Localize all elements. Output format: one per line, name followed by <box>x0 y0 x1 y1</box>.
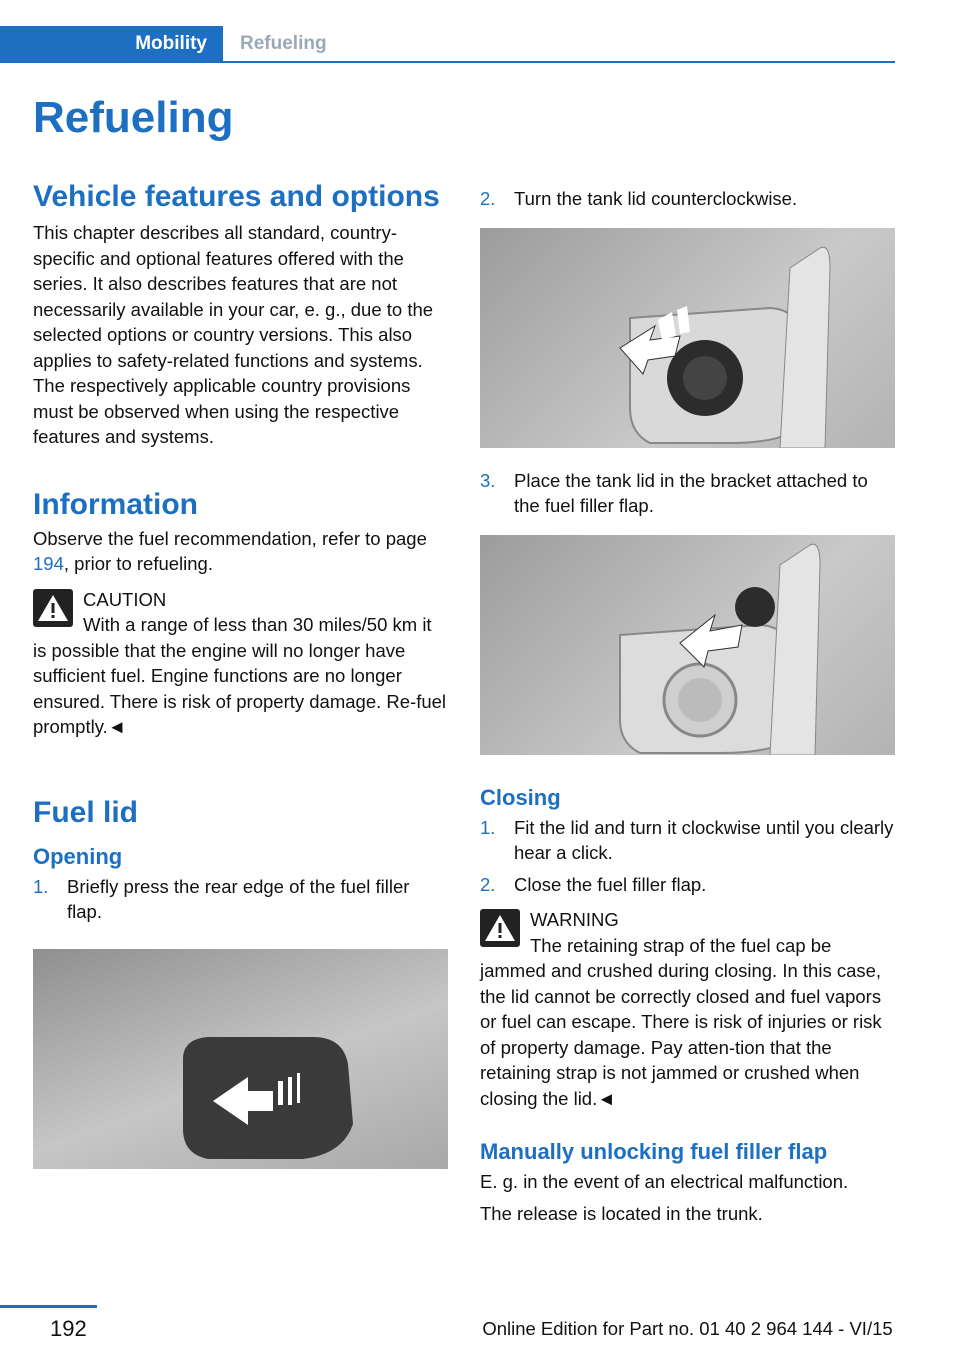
step-text: Turn the tank lid counterclockwise. <box>514 188 798 209</box>
info-text-a: Observe the fuel recommendation, refer to page <box>33 527 427 549</box>
paragraph-manual-1: E. g. in the event of an electrical malfunction. <box>480 1171 849 1192</box>
page-number: 192 <box>50 1316 87 1341</box>
tab-refueling[interactable]: Refueling <box>240 33 327 54</box>
tank-lid-bracket-image <box>480 535 895 755</box>
fuel-flap-press-image <box>33 949 448 1169</box>
caution-text: With a range of less than 30 miles/50 km it is possible that the engine will no longer have sufficient fuel. Engine functions are no longer ensured. There is risk of property damage. Re-fuel promptly.◄ <box>33 614 447 737</box>
step-text: Briefly press the rear edge of the fuel filler flap. <box>67 875 410 922</box>
warning-block <box>480 907 895 1111</box>
warning-text: The retaining strap of the fuel cap be jammed and crushed during closing. In this case, the lid cannot be correctly closed and fuel vapors or fuel can escape. There is risk of injuries or risk of property damage. Pay atten-tion that the retaining strap is not jammed or crushed when closing the lid.◄ <box>480 934 882 1109</box>
edition-note: Online Edition for Part no. 01 40 2 964 144 - VI/15 <box>482 1318 893 1339</box>
page-link-194[interactable]: 194 <box>33 553 64 574</box>
tank-lid-bracket-illustration <box>480 535 895 755</box>
paragraph-manual-2: The release is located in the trunk. <box>480 1202 763 1224</box>
step-text: Fit the lid and turn it clockwise until you clearly hear a click. <box>514 816 894 863</box>
warning-triangle-icon <box>480 909 520 947</box>
step-1 <box>33 874 448 925</box>
fuel-flap-illustration <box>33 949 448 1169</box>
step-number: 2. <box>480 873 496 895</box>
step-text: Place the tank lid in the bracket attached to the fuel filler flap. <box>514 469 868 516</box>
caution-block <box>33 587 448 740</box>
right-column <box>480 180 895 1226</box>
heading-opening: Opening <box>33 843 123 869</box>
closing-step-1 <box>480 815 895 866</box>
left-column <box>33 180 448 1169</box>
header-tabbar <box>0 26 895 63</box>
heading-fuel-lid: Fuel lid <box>33 795 138 829</box>
closing-step-2 <box>480 872 895 898</box>
info-text-b: , prior to refueling. <box>63 553 213 574</box>
step-number: 3. <box>480 469 496 491</box>
heading-vehicle-features: Vehicle features and options <box>33 180 440 213</box>
heading-manual-unlock: Manually unlocking fuel filler flap <box>480 1139 828 1164</box>
page-title: Refueling <box>33 93 234 142</box>
step-number: 1. <box>33 875 49 897</box>
caution-label: CAUTION <box>83 588 167 610</box>
footer-accent-line <box>0 1305 97 1308</box>
step-number: 2. <box>480 188 496 209</box>
step-2 <box>480 186 895 212</box>
step-number: 1. <box>480 816 496 838</box>
tank-lid-turn-image <box>480 228 895 448</box>
step-text: Close the fuel filler flap. <box>514 873 707 895</box>
heading-closing: Closing <box>480 784 561 810</box>
step-3 <box>480 468 895 519</box>
tab-mobility[interactable]: Mobility <box>0 26 223 61</box>
tank-lid-turn-illustration <box>480 228 895 448</box>
heading-information: Information <box>33 487 198 521</box>
paragraph-information <box>33 526 448 577</box>
warning-label: WARNING <box>530 909 619 930</box>
paragraph-vehicle-features: This chapter describes all standard, country-specific and optional features offered with the series. It also describes features that are not necessarily available in your car, e. g., due to the selected options or country versions. This also applies to safety-related functions and systems. The respectively applicable country provisions must be observed when using the respective features and systems. <box>33 222 434 447</box>
warning-triangle-icon <box>33 589 73 627</box>
